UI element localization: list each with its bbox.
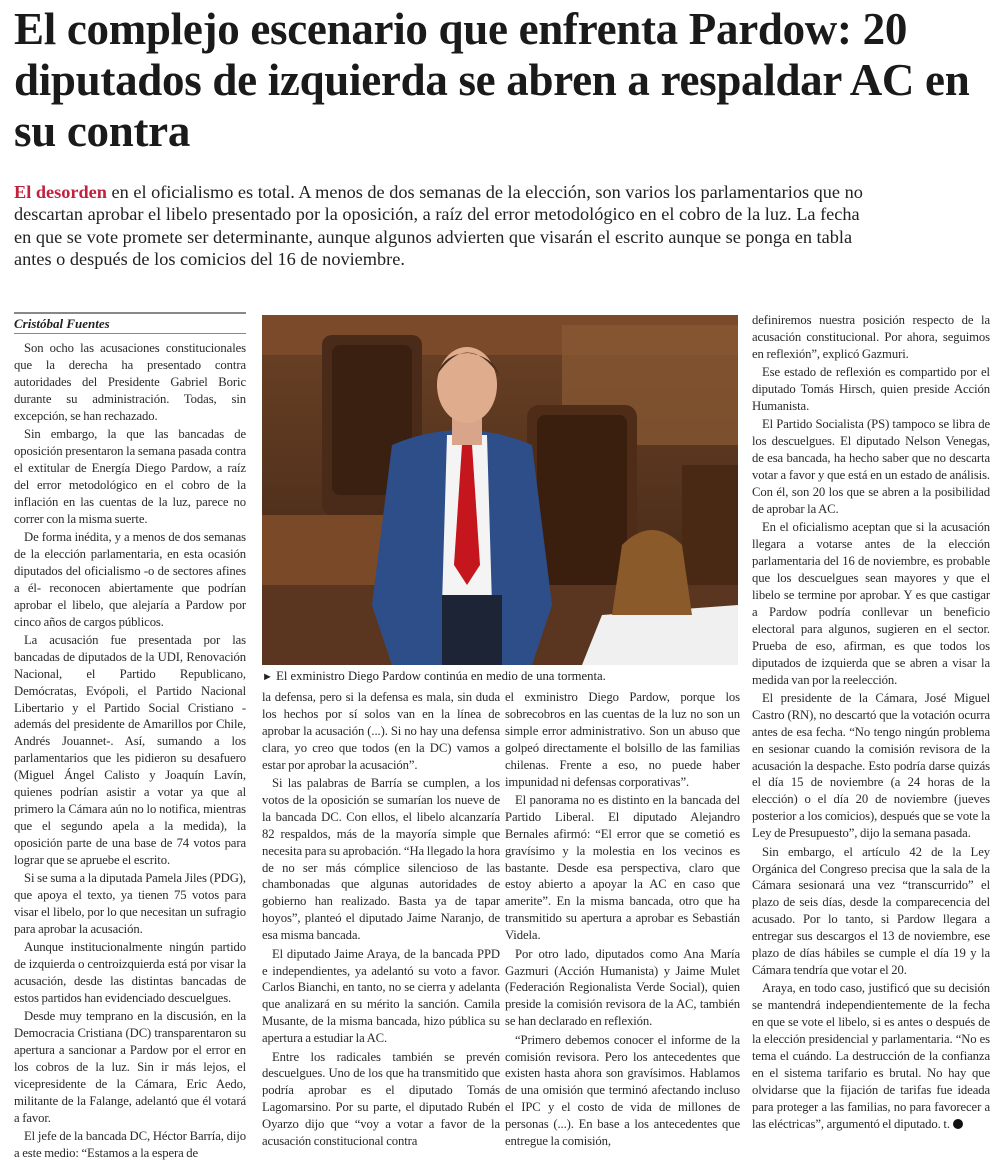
caption-text: El exministro Diego Pardow continúa en medio de una tormenta.: [276, 669, 606, 683]
paragraph: Sin embargo, el artículo 42 de la Ley Orgánica del Congreso precisa que la sala de la Cámara sesionará una vez “transcurrido” el plazo de seis días, desde la comparecencia del acusado. Por lo tanto, si Pardow llegara a entregar sus descargos el 13 de noviembre, ese plazo de días hábiles se cumple el día 19 y la Cámara tendría que votar el 20.: [752, 844, 990, 977]
paragraph: Entre los radicales también se prevén descuelgues. Uno de los que ha transmitido que podría aprobar es el diputado Tomás Lagomarsino. Por su parte, el diputado Rubén Oyarzo dijo que “voy a votar a favor de la acusación constitucional contra: [262, 1049, 500, 1149]
paragraph: De forma inédita, y a menos de dos semanas de la elección parlamentaria, en esta ocasión diputados del oficialismo -o de sectores afines a él- reconocen abiertamente que podrían aprobar el libelo, que alejaría a Pardow por cinco años de cargos públicos.: [14, 529, 246, 629]
paragraph: Aunque institucionalmente ningún partido de izquierda o centroizquierda está por visar la acusación, desde las distintas bancadas de estos partidos han evidenciado descuelgues.: [14, 940, 246, 1005]
byline: Cristóbal Fuentes: [14, 312, 246, 334]
headline: El complejo escenario que enfrenta Pardow: 20 diputados de izquierda se abren a respaldar AC en su contra: [14, 4, 970, 156]
paragraph-text: Araya, en todo caso, justificó que su decisión se mantendrá independientemente de la fecha en que se vote el libelo, si es antes o después de la elección presidencial y parlamentaria. “No es tema el cuándo. La destrucción de la confianza en el sistema tarifario es brutal. No hay que olvidarse que la fijación de tarifas fue ideada para proteger a las familias, no para favorecer a las eléctricas”, argumentó el diputado. t.: [752, 981, 990, 1131]
paragraph: El diputado Jaime Araya, de la bancada PPD e independientes, ya adelantó su voto a favor. Carlos Bianchi, en tanto, no se cierra y adelanta que analizará en su mérito la sanción. Camila Musante, de la misma bancada, hizo pública su apertura a estudiar la AC.: [262, 946, 500, 1046]
caption-arrow-icon: ►: [262, 671, 273, 683]
lead-text: en el oficialismo es total. A menos de dos semanas de la elección, son varios los parlamentarios que no descartan aprobar el libelo presentado por la oposición, a raíz del error metodológico en el cobro de la luz. La fecha en que se vote promete ser determinante, aunque algunos advierten que visarán el escrito aunque se ponga en tabla antes o después de los comicios del 16 de noviembre.: [14, 182, 863, 269]
article-photo: [262, 315, 738, 665]
article-column-3: [505, 689, 740, 1151]
lead-kicker: El desorden: [14, 182, 107, 202]
paragraph: El Partido Socialista (PS) tampoco se libra de los descuelgues. El diputado Nelson Venegas, de esa bancada, ha hecho saber que no descarta votar a favor y que está en un estado de análisis. Con él, son 20 los que se abren a la posibilidad de aprobar la AC.: [752, 417, 990, 516]
paragraph: Desde muy temprano en la discusión, en la Democracia Cristiana (DC) transparentaron su apertura a sancionar a Pardow por el error en los cobros de la luz. Sin ir más lejos, el vicepresidente de la Cámara, Eric Aedo, militante de la Falange, adelantó que él votará a favor.: [14, 1009, 246, 1125]
end-of-article-icon: [953, 1119, 963, 1129]
article-column-1: [14, 340, 246, 1164]
paragraph: definiremos nuestra posición respecto de la acusación constitucional. Por ahora, seguimos en reflexión”, explicó Gazmuri.: [752, 313, 990, 361]
lead-paragraph: [14, 181, 864, 270]
paragraph: Son ocho las acusaciones constitucionales que la derecha ha presentado contra autoridades del Presidente Gabriel Boric durante su administración. Todas, sin excepción, se han rechazado.: [14, 341, 246, 423]
paragraph: el exministro Diego Pardow, porque los sobrecobros en las cuentas de la luz no son un simple error administrativo. Son un abuso que golpeó directamente el bolsillo de las familias chilenas. Frente a eso, no puede haber impunidad ni defensas corporativas”.: [505, 690, 740, 789]
paragraph: La acusación fue presentada por las bancadas de diputados de la UDI, Renovación Nacional, el Partido Republicano, Demócratas, Evópoli, el Partido Nacional Libertario y el Partido Social Cristiano -además del presidente de Amarillos por Chile, Andrés Jouannet-. Así, sumando a los parlamentarios que les pidieron su desafuero (Miguel Ángel Calisto y Joaquín Lavín, quienes podrían asistir a votar ya que al primero la Cámara aún no lo notifica, mientras que el segundo apela a la medida), la oposición parte de una base de 74 votos para lograr que se apruebe el escrito.: [14, 632, 246, 867]
paragraph: Sin embargo, la que las bancadas de oposición presentaron la semana pasada contra el extitular de Energía Diego Pardow, a raíz del error metodológico en el cobro de la inflación en las cuentas de la luz, parece no correr con la misma suerte.: [14, 427, 246, 526]
photo-illustration: [262, 315, 738, 665]
paragraph: En el oficialismo aceptan que si la acusación llegara a votarse antes de la elección parlamentaria del 16 de noviembre, es probable que los descuelgues sean mayores y que el libelo se termine por aprobar. Y es que castigar a Pardow podría conllevar un beneficio electoral para algunos, sugieren en el sector. Prueba de eso, afirman, es que todos los diputados de izquierda que se abren a visar la medida van por la reelección.: [752, 520, 990, 687]
paragraph: El presidente de la Cámara, José Miguel Castro (RN), no descartó que la votación ocurra antes de esa fecha. “No tengo ningún problema en sesionar cuando la comisión revisora de la acusación la despache. Esto podría darse quizás el día 15 de noviembre (a 24 horas de la elección) o el día 20 de noviembre (jueves posterior a los comicios), después que se vote la Ley de Presupuesto”, dijo la semana pasada.: [752, 690, 990, 841]
paragraph: Por otro lado, diputados como Ana María Gazmuri (Acción Humanista) y Jaime Mulet (Federación Regionalista Verde Social), quien preside la comisión revisora de la AC, también se han declarado en reflexión.: [505, 946, 740, 1029]
paragraph: El jefe de la bancada DC, Héctor Barría, dijo a este medio: “Estamos a la espera de: [14, 1129, 246, 1161]
paragraph: Ese estado de reflexión es compartido por el diputado Tomás Hirsch, quien preside Acción Humanista.: [752, 365, 990, 414]
paragraph: Si se suma a la diputada Pamela Jiles (PDG), que apoya el texto, ya tienen 75 votos para visar el libelo, por lo que necesitan un sufragio para aprobar la acusación.: [14, 871, 246, 936]
article-column-4: [752, 312, 990, 1134]
article-column-2: [262, 689, 500, 1151]
paragraph: Si las palabras de Barría se cumplen, a los votos de la oposición se sumarían los nueve de la bancada DC. Con ellos, el libelo alcanzaría 82 respaldos, más de la mayoría simple que necesita para su aprobación. “Ha llegado la hora de no ser más cómplice silencioso de las chambonadas que algunas autoridades de gobierno han realizado. Basta ya de tapar hoyos”, planteó el diputado Jaime Naranjo, de esa misma bancada.: [262, 776, 500, 943]
paragraph: “Primero debemos conocer el informe de la comisión revisora. Pero los antecedentes que existen hasta ahora son gravísimos. Hablamos de una omisión que terminó afectando incluso el IPC y el costo de vida de millones de personas (...). En base a los antecedentes que entregue la comisión,: [505, 1032, 740, 1149]
paragraph-final: [752, 980, 990, 1132]
paragraph: la defensa, pero si la defensa es mala, sin duda los hechos por sí solos van en la línea de aprobar la acusación (...). Si no hay una defensa clara, yo creo que todos (en la DC) vamos a estar por aprobar la acusación”.: [262, 690, 500, 772]
photo-caption: [262, 668, 742, 685]
paragraph: El panorama no es distinto en la bancada del Partido Liberal. El diputado Alejandro Bernales afirmó: “El error que se cometió es gravísimo y la molestia en los vecinos es bastante. Desde esa perspectiva, claro que estoy abierto a apoyar la AC en caso que amerite”. En la misma bancada, otro que ha transmitido su apertura a aprobar es Sebastián Videla.: [505, 792, 740, 943]
